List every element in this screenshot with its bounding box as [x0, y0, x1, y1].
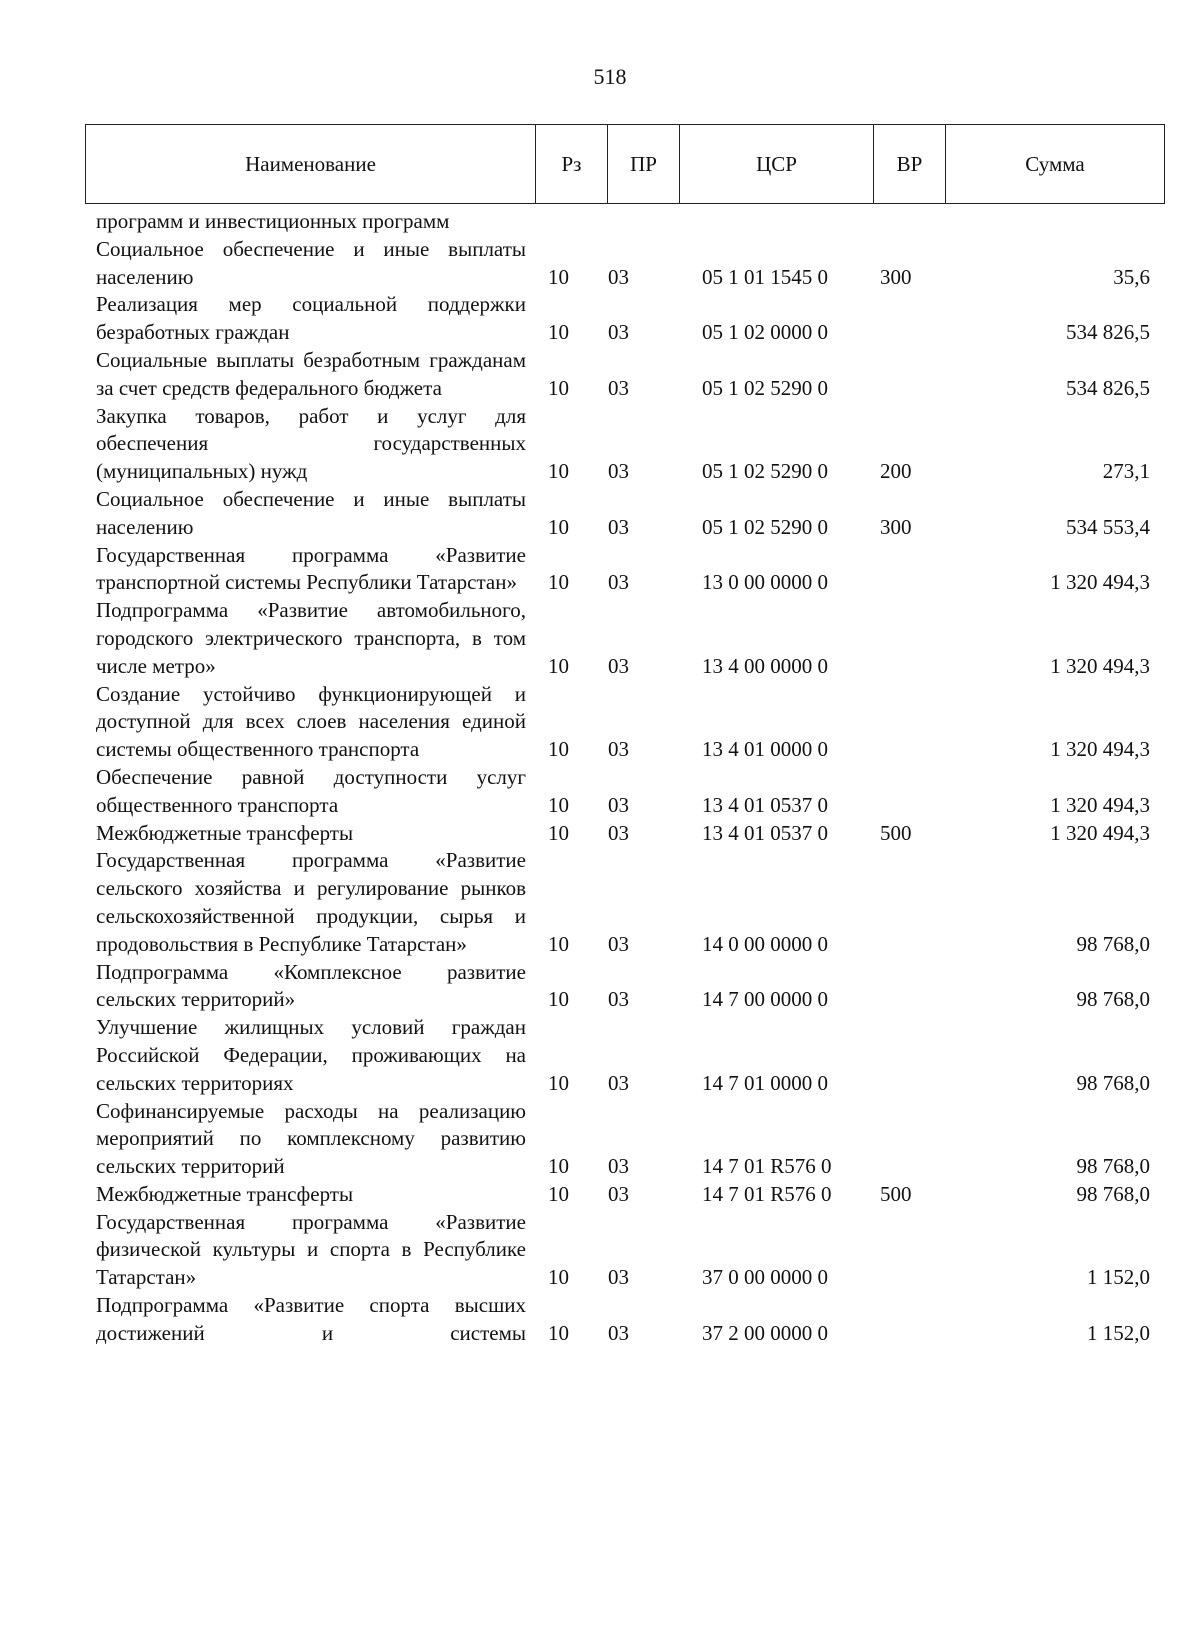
- table-row: [96, 347, 1150, 403]
- row-pr: 03: [608, 459, 629, 484]
- row-sum: 1 320 494,3: [1050, 737, 1150, 762]
- row-rz: 10: [548, 514, 569, 539]
- row-rz: 10: [548, 320, 569, 345]
- row-pr: 03: [608, 264, 629, 289]
- table-row: [96, 291, 1150, 347]
- row-rz: 10: [548, 459, 569, 484]
- row-csr: 05 1 02 5290 0: [702, 459, 828, 484]
- table-row: [96, 847, 1150, 958]
- row-name: Подпрограмма «Развитие спорта высших достижений и системы: [96, 1293, 526, 1345]
- table-row: [96, 1209, 1150, 1292]
- header-csr: ЦСР: [680, 125, 874, 203]
- row-name: Улучшение жилищных условий граждан Российской Федерации, проживающих на сельских территориях: [96, 1015, 526, 1095]
- row-csr: 05 1 01 1545 0: [702, 264, 828, 289]
- row-pr: 03: [608, 1265, 629, 1290]
- row-csr: 14 0 00 0000 0: [702, 931, 828, 956]
- row-sum: 35,6: [1113, 264, 1150, 289]
- header-vr: ВР: [874, 125, 946, 203]
- row-vr: 300: [880, 264, 912, 289]
- row-rz: 10: [548, 1070, 569, 1095]
- row-rz: 10: [548, 653, 569, 678]
- row-sum: 534 553,4: [1066, 514, 1150, 539]
- table-row: [96, 681, 1150, 764]
- row-vr: 200: [880, 459, 912, 484]
- table-row: [96, 1098, 1150, 1181]
- row-pr: 03: [608, 737, 629, 762]
- row-csr: 13 4 01 0537 0: [702, 792, 828, 817]
- row-csr: 14 7 01 R576 0: [702, 1181, 832, 1206]
- table-row: [96, 959, 1150, 1015]
- row-sum: 98 768,0: [1076, 1154, 1150, 1179]
- row-csr: 05 1 02 5290 0: [702, 514, 828, 539]
- row-name: Социальное обеспечение и иные выплаты населению: [96, 486, 526, 539]
- row-sum: 1 320 494,3: [1050, 820, 1150, 845]
- row-name: программ и инвестиционных программ: [96, 209, 450, 233]
- table-row: [96, 486, 1150, 542]
- header-name: Наименование: [86, 125, 536, 203]
- row-vr: 500: [880, 1181, 912, 1206]
- row-pr: 03: [608, 820, 629, 845]
- row-name: Софинансируемые расходы на реализацию мероприятий по комплексному развитию сельских территорий: [96, 1098, 526, 1179]
- row-csr: 05 1 02 5290 0: [702, 375, 828, 400]
- row-csr: 37 0 00 0000 0: [702, 1265, 828, 1290]
- row-rz: 10: [548, 264, 569, 289]
- row-csr: 05 1 02 0000 0: [702, 320, 828, 345]
- row-pr: 03: [608, 1154, 629, 1179]
- row-name: Реализация мер социальной поддержки безработных граждан: [96, 292, 526, 345]
- row-rz: 10: [548, 1265, 569, 1290]
- table-row: [96, 820, 1150, 848]
- row-rz: 10: [548, 570, 569, 595]
- row-sum: 1 320 494,3: [1050, 653, 1150, 678]
- row-sum: 1 320 494,3: [1050, 792, 1150, 817]
- row-pr: 03: [608, 1181, 629, 1206]
- row-name: Государственная программа «Развитие сельского хозяйства и регулирование рынков сельскохозяйственной продукции, сырья и продовольствия в Республике Татарстан»: [96, 848, 526, 956]
- table-row: [96, 597, 1150, 680]
- row-sum: 98 768,0: [1076, 1181, 1150, 1206]
- row-rz: 10: [548, 1154, 569, 1179]
- table-row: [96, 542, 1150, 598]
- row-name: Создание устойчиво функционирующей и доступной для всех слоев населения единой системы общественного транспорта: [96, 681, 526, 762]
- table-row: [96, 208, 1150, 236]
- row-name: Социальное обеспечение и иные выплаты населению: [96, 236, 526, 289]
- row-sum: 98 768,0: [1076, 987, 1150, 1012]
- row-sum: 273,1: [1102, 459, 1150, 484]
- row-sum: 1 320 494,3: [1050, 570, 1150, 595]
- row-pr: 03: [608, 375, 629, 400]
- page-number: 518: [593, 64, 627, 89]
- row-sum: 534 826,5: [1066, 375, 1150, 400]
- row-rz: 10: [548, 1181, 569, 1206]
- row-name: Закупка товаров, работ и услуг для обеспечения государственных (муниципальных) нужд: [96, 403, 526, 484]
- row-pr: 03: [608, 1320, 629, 1345]
- row-pr: 03: [608, 931, 629, 956]
- table-row: [96, 1181, 1150, 1209]
- row-rz: 10: [548, 931, 569, 956]
- row-pr: 03: [608, 653, 629, 678]
- row-sum: 1 152,0: [1087, 1320, 1150, 1345]
- table-body: [96, 208, 1150, 1348]
- table-row: [96, 1014, 1150, 1097]
- row-sum: 98 768,0: [1076, 931, 1150, 956]
- row-csr: 37 2 00 0000 0: [702, 1320, 828, 1345]
- row-name: Социальные выплаты безработным гражданам за счет средств федерального бюджета: [96, 347, 526, 400]
- row-csr: 13 4 01 0000 0: [702, 737, 828, 762]
- table-row: [96, 1292, 1150, 1348]
- row-pr: 03: [608, 987, 629, 1012]
- header-sum: Сумма: [1025, 151, 1085, 176]
- row-rz: 10: [548, 737, 569, 762]
- row-name: Государственная программа «Развитие физической культуры и спорта в Республике Татарстан»: [96, 1209, 526, 1290]
- table-header: [85, 124, 1165, 204]
- row-pr: 03: [608, 792, 629, 817]
- row-vr: 500: [880, 820, 912, 845]
- row-sum: 1 152,0: [1087, 1265, 1150, 1290]
- row-csr: 13 0 00 0000 0: [702, 570, 828, 595]
- row-rz: 10: [548, 987, 569, 1012]
- row-rz: 10: [548, 792, 569, 817]
- row-vr: 300: [880, 514, 912, 539]
- row-rz: 10: [548, 820, 569, 845]
- row-name: Подпрограмма «Развитие автомобильного, городского электрического транспорта, в том числе метро»: [96, 598, 526, 678]
- row-csr: 14 7 01 0000 0: [702, 1070, 828, 1095]
- row-csr: 13 4 01 0537 0: [702, 820, 828, 845]
- row-name: Подпрограмма «Комплексное развитие сельских территорий»: [96, 959, 526, 1012]
- table-row: [96, 403, 1150, 486]
- header-pr: ПР: [608, 125, 680, 203]
- row-sum: 98 768,0: [1076, 1070, 1150, 1095]
- row-name: Межбюджетные трансферты: [96, 1181, 354, 1206]
- table-row: [96, 236, 1150, 292]
- row-csr: 14 7 00 0000 0: [702, 987, 828, 1012]
- row-name: Межбюджетные трансферты: [96, 820, 354, 845]
- row-name: Государственная программа «Развитие транспортной системы Республики Татарстан»: [96, 542, 526, 595]
- row-csr: 14 7 01 R576 0: [702, 1154, 832, 1179]
- row-rz: 10: [548, 375, 569, 400]
- row-pr: 03: [608, 570, 629, 595]
- row-csr: 13 4 00 0000 0: [702, 653, 828, 678]
- row-pr: 03: [608, 1070, 629, 1095]
- row-name: Обеспечение равной доступности услуг общественного транспорта: [96, 764, 526, 817]
- row-sum: 534 826,5: [1066, 320, 1150, 345]
- row-rz: 10: [548, 1320, 569, 1345]
- table-row: [96, 764, 1150, 820]
- header-rz: Рз: [536, 125, 608, 203]
- row-pr: 03: [608, 320, 629, 345]
- row-pr: 03: [608, 514, 629, 539]
